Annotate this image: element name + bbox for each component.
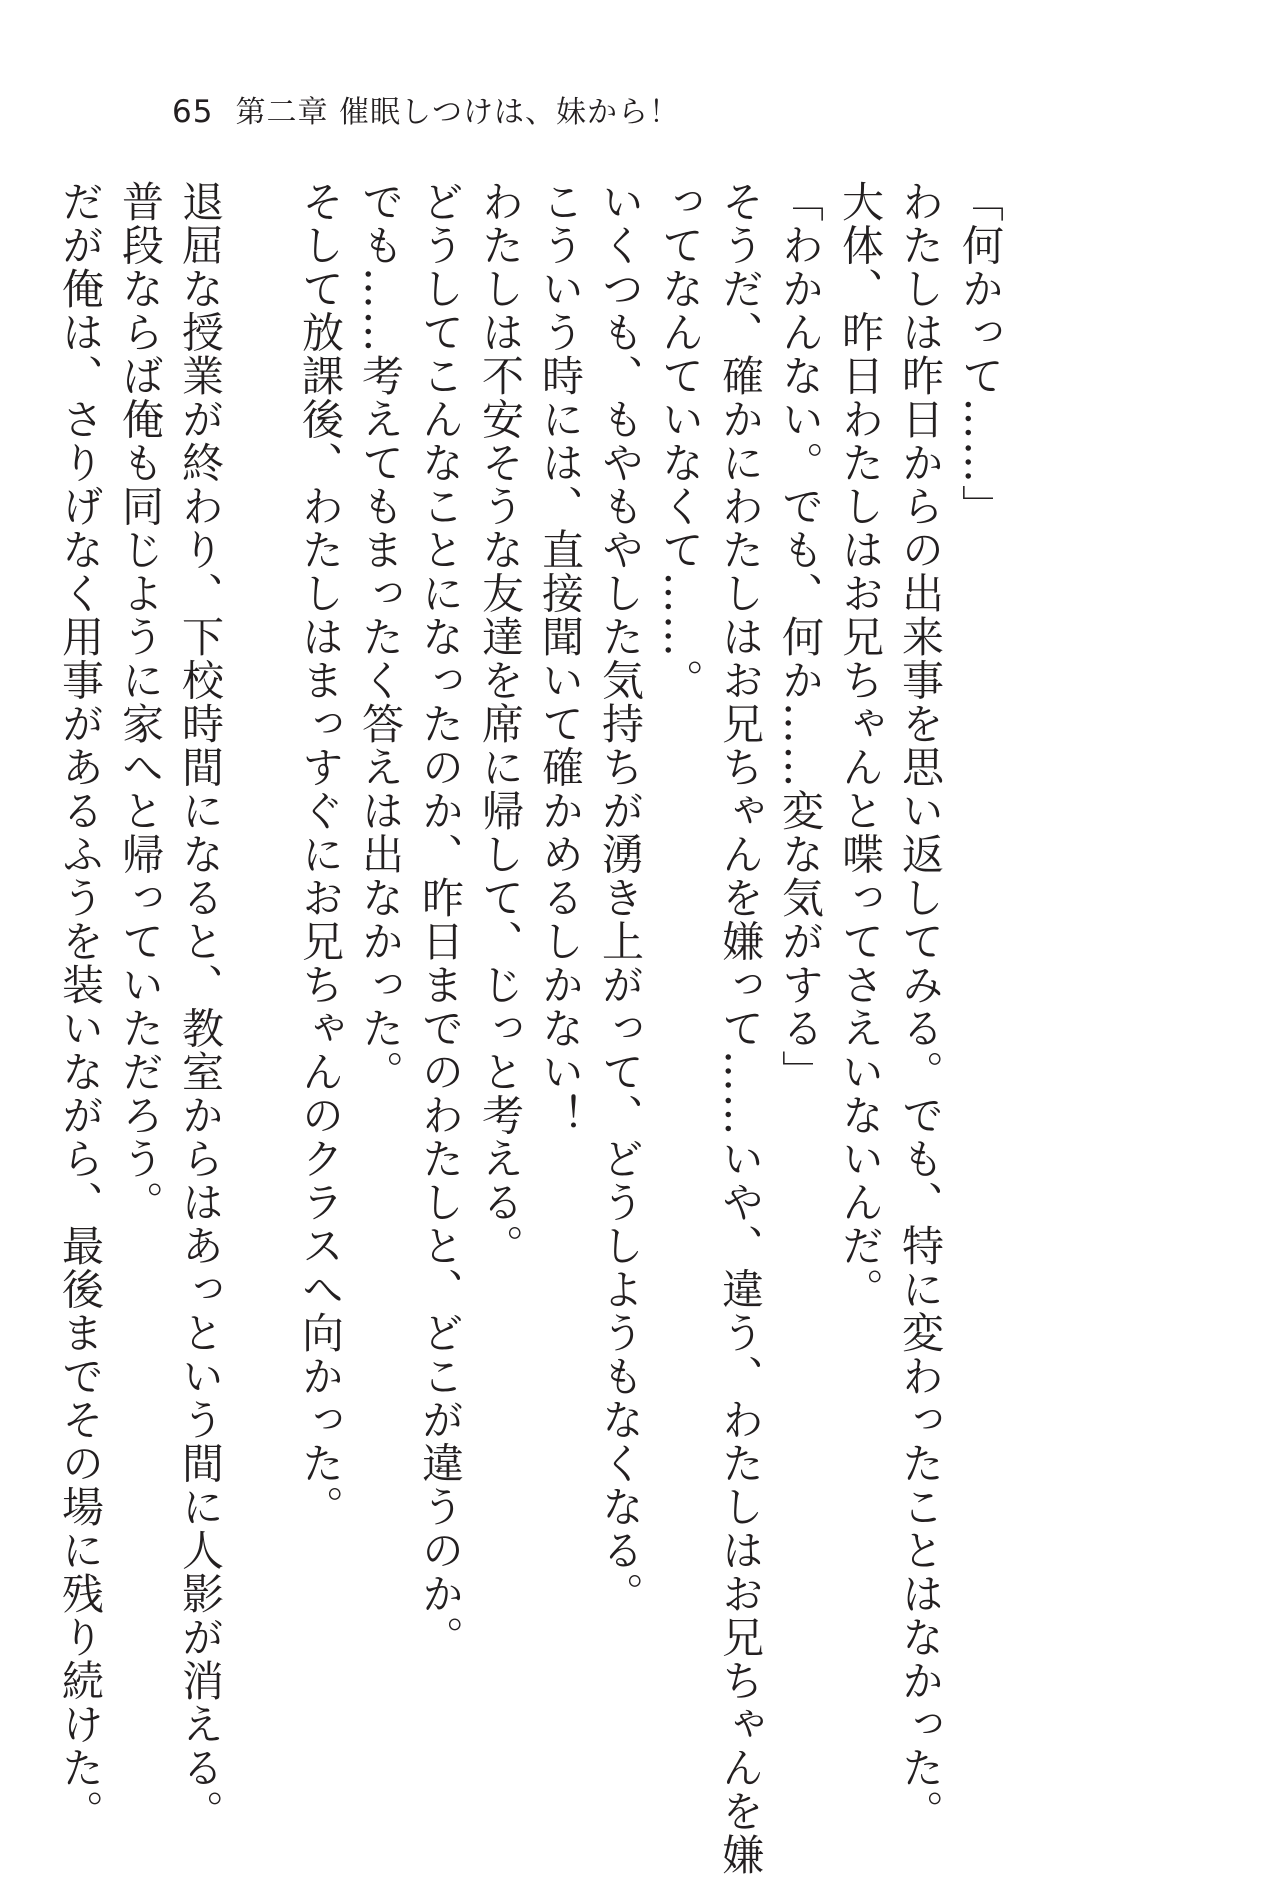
text-line: いくつも、もやもやした気持ちが湧き上がって、どうしようもなくなる。 (596, 180, 645, 1616)
text-line: 普段ならば俺も同じように家へと帰っていただろう。 (116, 180, 165, 1224)
running-head (172, 90, 680, 134)
text-line: だが俺は、さりげなく用事があるふうを装いながら、最後までその場に残り続けた。 (56, 180, 105, 1833)
text-line: でも……考えてもまったく答えは出なかった。 (356, 180, 405, 1094)
page-number: 65 (172, 94, 214, 130)
chapter-title: 第二章 催眠しつけは、妹から！ (235, 95, 680, 130)
text-line: ってなんていなくて……。 (656, 180, 705, 702)
text-line: こういう時には、直接聞いて確かめるしかない！ (536, 180, 585, 1137)
text-line: そうだ、確かにわたしはお兄ちゃんを嫌って……いや、違う、わたしはお兄ちゃんを嫌 (716, 180, 765, 1877)
text-line: 「何かって……」 (956, 180, 1005, 528)
scene-break (230, 180, 290, 1740)
text-line: わたしは不安そうな友達を席に帰して、じっと考える。 (476, 180, 525, 1268)
text-line: 大体、昨日わたしはお兄ちゃんと喋ってさえいないんだ。 (836, 180, 885, 1311)
text-line: 「わかんない。でも、何か……変な気がする」 (776, 180, 825, 1094)
text-line: 退屈な授業が終わり、下校時間になると、教室からはあっという間に人影が消える。 (176, 180, 225, 1833)
text-line: そして放課後、わたしはまっすぐにお兄ちゃんのクラスへ向かった。 (296, 180, 345, 1529)
vertical-body-text (56, 180, 1010, 1877)
text-line: わたしは昨日からの出来事を思い返してみる。でも、特に変わったことはなかった。 (896, 180, 945, 1833)
text-line: どうしてこんなことになったのか、昨日までのわたしと、どこが違うのか。 (416, 180, 465, 1659)
